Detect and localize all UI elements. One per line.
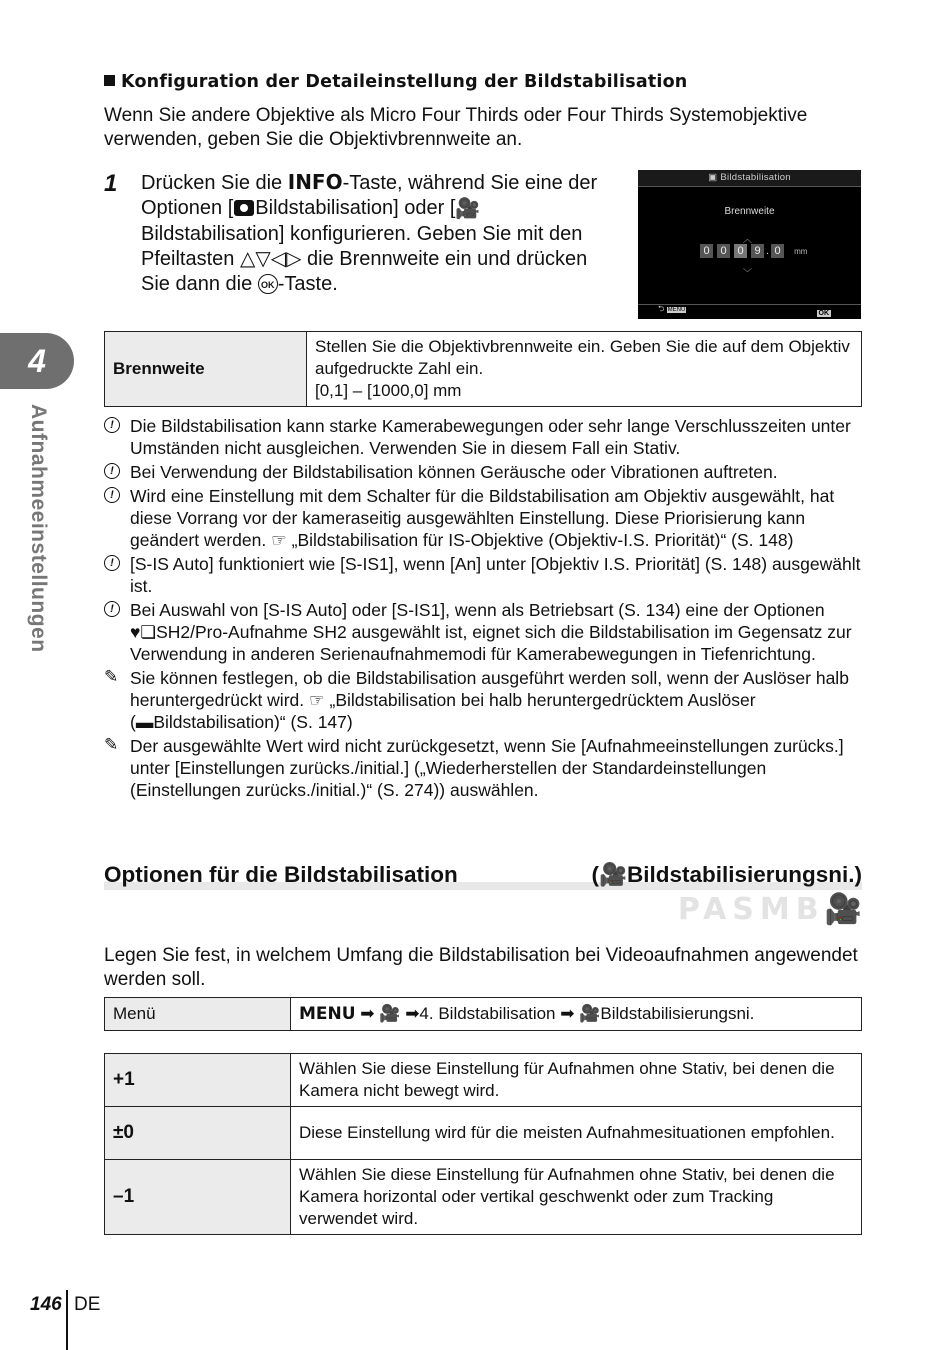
option-key: +1 xyxy=(105,1054,291,1107)
screen-footer xyxy=(638,304,861,319)
digit[interactable]: 0 xyxy=(700,244,713,258)
camera-icon xyxy=(234,200,254,216)
movie-icon: 🎥 xyxy=(579,1004,601,1023)
option-desc: Wählen Sie diese Einstellung für Aufnahmen ohne Stativ, bei denen die Kamera nicht bewegt wird. xyxy=(291,1054,862,1107)
option-desc: Diese Einstellung wird für die meisten Aufnahmesituationen empfohlen. xyxy=(291,1107,862,1160)
menu-button-label: MENU xyxy=(299,1004,356,1024)
screen-label: Brennweite xyxy=(724,206,775,217)
step-text: Drücken Sie die INFO-Taste, während Sie eine der Optionen [ Bildstabilisation] oder [🎥Bildstabilisation] konfigurieren. Geben Sie mit den Pfeiltasten △▽◁▷ die Brennweite ein und drücken Sie dann die OK -Taste. xyxy=(141,170,598,295)
table-value: Stellen Sie die Objektivbrennweite ein. Geben Sie die auf dem Objektiv aufgedruckte Zahl ein. [0,1] – [1000,0] mm xyxy=(307,332,862,407)
back-icon[interactable]: ⮌ MENU xyxy=(658,304,686,313)
movie-icon: 🎥 xyxy=(379,1004,401,1023)
caution-icon: ! xyxy=(104,417,120,433)
caution-note: ! [S-IS Auto] funktioniert wie [S-IS1], wenn [An] unter [Objektiv I.S. Priorität] (S. 148) ausgewählt ist. xyxy=(104,553,864,597)
section2-intro: Legen Sie fest, in welchem Umfang die Bildstabilisation bei Videoaufnahmen angewendet werden soll. xyxy=(104,945,858,990)
movie-icon: 🎥 xyxy=(455,198,481,220)
chevron-up-icon: ︿ xyxy=(743,234,753,244)
digit[interactable]: 0 xyxy=(771,244,784,258)
caution-icon: ! xyxy=(104,555,120,571)
tip-note: ✎ Sie können festlegen, ob die Bildstabilisation ausgeführt werden soll, wenn der Auslöser halb heruntergedrückt wird. ☞ „Bildstabilisation bei halb heruntergedrücktem Auslöser (▬Bildstabilisation)“ (S. 147) xyxy=(104,667,849,732)
table-row xyxy=(105,332,862,407)
caution-note: ! Die Bildstabilisation kann starke Kamerabewegungen oder sehr lange Verschlusszeiten unter Umständen nicht ausgleichen. Verwenden Sie in diesem Fall ein Stativ. xyxy=(104,415,864,459)
section-intro: Wenn Sie andere Objektive als Micro Four Thirds oder Four Thirds Systemobjektive verwenden, geben Sie die Objektivbrennweite an. xyxy=(104,105,808,150)
section-title: Konfiguration der Detaileinstellung der Bildstabilisation xyxy=(104,72,687,92)
table-row xyxy=(105,1107,862,1160)
option-key: ±0 xyxy=(105,1107,291,1160)
shooting-modes: PASMB🎥 xyxy=(677,892,862,927)
tip-icon: ✎ xyxy=(104,667,119,686)
section2-title-right: (🎥Bildstabilisierungsni.) xyxy=(591,862,862,887)
caution-note: ! Bei Verwendung der Bildstabilisation können Geräusche oder Vibrationen auftreten. xyxy=(104,461,864,483)
caution-icon: ! xyxy=(104,463,120,479)
movie-mode-icon: 🎥 xyxy=(824,892,862,927)
step-number: 1 xyxy=(104,170,118,197)
table-key: Brennweite xyxy=(105,332,307,407)
arrow-keys-icon: △▽◁▷ xyxy=(239,248,302,270)
caution-note: ! Wird eine Einstellung mit dem Schalter für die Bildstabilisation am Objektiv ausgewählt, hat diese Vorrang vor der kameraseitig ausgewählten Einstellung. Diese Priorisierung kann geändert werden. ☞ „Bildstabilisation für IS-Objektive (Objektiv-I.S. Priorität)“ (S. 148) xyxy=(104,485,864,551)
movie-icon: 🎥 xyxy=(598,862,627,887)
tip-note: ✎ Der ausgewählte Wert wird nicht zurückgesetzt, wenn Sie [Aufnahmeeinstellungen zurücks.] unter [Einstellungen zurücks./initial.] („Wiederherstellen der Standardeinstellungen (Einstellungen zurücks./initial.)“ (S. 274)) auswählen. xyxy=(104,735,844,800)
unit-label: mm xyxy=(794,246,808,256)
ok-button[interactable]: OK xyxy=(818,310,829,317)
camera-screen xyxy=(638,170,861,319)
caution-icon: ! xyxy=(104,487,120,503)
menu-path: MENU ➡ 🎥 ➡4. Bildstabilisation ➡ 🎥Bildstabilisierungsni. xyxy=(291,998,862,1031)
chapter-title: Aufnahmeeinstellungen xyxy=(27,404,50,653)
page-divider xyxy=(66,1290,68,1350)
menu-key: Menü xyxy=(105,998,291,1031)
options-table xyxy=(104,1053,862,1235)
decimal-point: . xyxy=(766,245,770,257)
screen-header: ▣ Bildstabilisation xyxy=(638,170,861,187)
square-bullet-icon xyxy=(104,75,115,86)
camera-icon: ▣ xyxy=(708,172,718,183)
digit[interactable]: 0 xyxy=(734,244,747,258)
menu-path-table xyxy=(104,997,862,1031)
chevron-down-icon: ﹀ xyxy=(743,268,753,278)
caution-note: ! Bei Auswahl von [S-IS Auto] oder [S-IS1], wenn als Betriebsart (S. 134) eine der Optionen ♥❏SH2/Pro-Aufnahme SH2 ausgewählt ist, eignet sich die Bildstabilisation im Gegensatz zur Verwendung in anderen Serienaufnahmemodi für Kamerabewegungen in Tiefenrichtung. xyxy=(104,599,864,665)
ok-button-icon: OK xyxy=(258,274,278,294)
caution-icon: ! xyxy=(104,601,120,617)
digit[interactable]: 9 xyxy=(751,244,764,258)
section2-heading xyxy=(104,862,862,890)
language-code: DE xyxy=(74,1294,101,1315)
digit[interactable]: 0 xyxy=(717,244,730,258)
section2-title: Optionen für die Bildstabilisation xyxy=(104,862,458,887)
table-row xyxy=(105,998,862,1031)
arrow-right-icon: ➡ xyxy=(360,1004,375,1023)
notes-list xyxy=(104,415,864,803)
table-row xyxy=(105,1054,862,1107)
option-key: –1 xyxy=(105,1160,291,1235)
page-number: 146 xyxy=(30,1294,62,1315)
focal-length-digits[interactable] xyxy=(700,244,807,258)
info-key-label: INFO xyxy=(287,170,343,194)
tip-icon: ✎ xyxy=(104,735,119,754)
table-row xyxy=(105,1160,862,1235)
focal-length-table xyxy=(104,331,862,407)
option-desc: Wählen Sie diese Einstellung für Aufnahmen ohne Stativ, bei denen die Kamera horizontal oder vertikal geschwenkt oder zum Tracking verwendet wird. xyxy=(291,1160,862,1235)
chapter-number-tab: 4 xyxy=(0,333,74,389)
